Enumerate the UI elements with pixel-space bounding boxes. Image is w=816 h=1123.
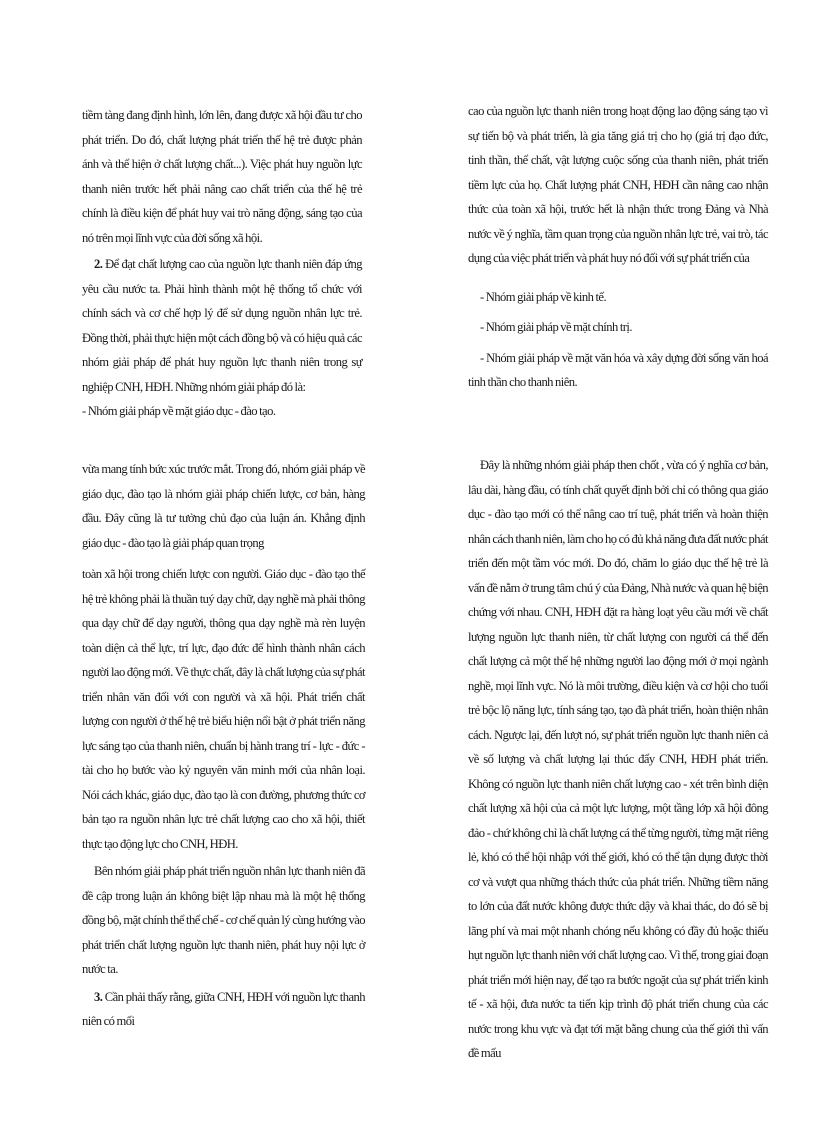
paragraph: Bên nhóm giải pháp phát triển nguồn nhân lực thanh niên đã đề cập trong luận án không biệt lập nhau mà là một hệ thống đồng bộ, mặt chính thể thể chế - cơ chế quản lý cùng hướng vào phát triển chất lượng nguồn lực thanh niên, phát huy nội lực ở nước ta. xyxy=(82,864,365,976)
list-item: - Nhóm giải pháp về mặt chính trị. xyxy=(480,320,632,334)
right-column-top xyxy=(468,99,768,395)
paragraph-text: Cần phải thấy rằng, giữa CNH, HĐH với nguồn lực thanh niên có mối xyxy=(82,989,365,1028)
paragraph: toàn xã hội trong chiến lược con người. Giáo dục - đào tạo thế hệ trẻ không phải là thuần tuý dạy chữ, dạy nghề mà phải thông qua dạy chữ để dạy người, thông qua dạy nghề mà rèn luyện toàn diện cả thể lực, trí lực, đạo đức để hình thành nhân cách người lao động mới. Về thực chất, đây là chất lượng của sự phát triển nhân văn đối với con người và xã hội. Phát triển chất lượng con người ở thế hệ trẻ biểu hiện nổi bật ở phát triển năng lực sáng tạo của thanh niên, chuẩn bị hành trang trí - lực - đức - tài cho họ bước vào kỷ nguyên văn minh mới của nhân loại. Nói cách khác, giáo dục, đào tạo là con đường, phương thức cơ bản tạo ra nguồn nhân lực trẻ chất lượng cao cho xã hội, thiết thực tạo động lực cho CNH, HĐH. xyxy=(82,567,365,851)
numbered-paragraph xyxy=(82,985,365,1034)
paragraph-number: 2. xyxy=(94,257,103,271)
right-column-bottom xyxy=(468,453,768,1066)
paragraph: Đây là những nhóm giải pháp then chốt , vừa có ý nghĩa cơ bản, lâu dài, hàng đầu, có tính chất quyết định bởi chỉ có thông qua giáo dục - đào tạo mới có thể nâng cao trí tuệ, phát triển và hoàn thiện nhân cách thanh niên, làm cho họ có đủ khả năng đưa đất nước phát triển đến một tầm vóc mới. Do đó, chăm lo giáo dục thế hệ trẻ là vấn đề nằm ở trung tâm chú ý của Đảng, Nhà nước và quan hệ biện chứng với nhau. CNH, HĐH đặt ra hàng loạt yêu cầu mới về chất lượng nguồn lực thanh niên, từ chất lượng con người cá thể đến chất lượng cả một thế hệ những người lao động mới ở mọi ngành nghề, mọi lĩnh vực. Nó là môi trường, điều kiện và cơ hội cho tuổi trẻ bộc lộ năng lực, tính sáng tạo, tạo đà phát triển, hoàn thiện nhân cách. Ngược lại, đến lượt nó, sự phát triển nguồn lực thanh niên cả về số lượng và chất lượng lại thúc đẩy CNH, HĐH phát triển. Không có nguồn lực thanh niên chất lượng cao - xét trên bình diện chất lượng xã hội của cả một lực lượng, một tầng lớp xã hội đông đảo - chứ không chỉ là chất lượng cá thể từng người, từng mặt riêng lẻ, khó có thể hội nhập với thế giới, khó có thể tận dụng được thời cơ và vượt qua những thách thức của phát triển. Những tiềm năng to lớn của đất nước không được thức dậy và khai thác, do đó sẽ bị lãng phí và mai một nhanh chóng nếu không có đầy đủ hoặc thiếu hụt nguồn lực thanh niên với chất lượng cao. Vì thế, trong giai đoạn phát triển mới hiện nay, để tạo ra bước ngoặt của sự phát triển kinh tế - xã hội, đưa nước ta tiến kịp trình độ phát triển chung của các nước trong khu vực và đạt tới mặt bằng chung của thế giới thì vấn đề mấu xyxy=(468,458,768,1060)
left-column-middle xyxy=(82,457,365,555)
paragraph: vừa mang tính bức xúc trước mắt. Trong đó, nhóm giải pháp về giáo dục, đào tạo là nhóm giải pháp chiến lược, cơ bản, hàng đầu. Đây cũng là tư tưởng chủ đạo của luận án. Khẳng định giáo dục - đào tạo là giải pháp quan trọng xyxy=(82,462,365,550)
paragraph: cao của nguồn lực thanh niên trong hoạt động lao động sáng tạo vì sự tiến bộ và phát triển, là gia tăng giá trị cho họ (giá trị đạo đức, tinh thần, thể chất, vật lượng cuộc sống của thanh niên, phát triển tiềm lực của họ. Chất lượng phát CNH, HĐH cần nâng cao nhận thức của toàn xã hội, trước hết là nhận thức trong Đảng và Nhà nước về ý nghĩa, tầm quan trọng của nguồn nhân lực trẻ, vai trò, tác dụng của việc phát triển và phát huy nó đối với sự phát triển của xyxy=(468,104,768,265)
paragraph: tiềm tàng đang định hình, lớn lên, đang được xã hội đầu tư cho phát triển. Do đó, chất lượng phát triển thế hệ trẻ được phản ánh và thể hiện ở chất lượng chất...). Việc phát huy nguồn lực thanh niên trước hết phải nâng cao chất triển của thế hệ trẻ chính là điều kiện để phát huy vai trò năng động, sáng tạo của nó trên mọi lĩnh vực của đời sống xã hội. xyxy=(82,108,362,245)
left-column-top xyxy=(82,103,362,424)
numbered-paragraph xyxy=(82,252,362,399)
list-item: - Nhóm giải pháp về mặt giáo dục - đào tạo. xyxy=(82,404,276,418)
paragraph-text: Để đạt chất lượng cao của nguồn lực thanh niên đáp ứng yêu cầu nước ta. Phải hình thành một hệ thống tổ chức với chính sách và cơ chế hợp lý để sử dụng nguồn nhân lực trẻ. Đồng thời, phải thực hiện một cách đồng bộ và có hiệu quả các nhóm giải pháp để phát huy nguồn lực thanh niên trong sự nghiệp CNH, HĐH. Những nhóm giải pháp đó là: xyxy=(82,257,362,394)
left-column-bottom xyxy=(82,562,365,1034)
list-item: - Nhóm giải pháp về mặt văn hóa và xây dựng đời sống văn hoá tinh thần cho thanh niên. xyxy=(468,350,768,389)
list-item: - Nhóm giải pháp về kinh tế. xyxy=(480,289,607,304)
paragraph-number: 3. xyxy=(94,989,103,1004)
